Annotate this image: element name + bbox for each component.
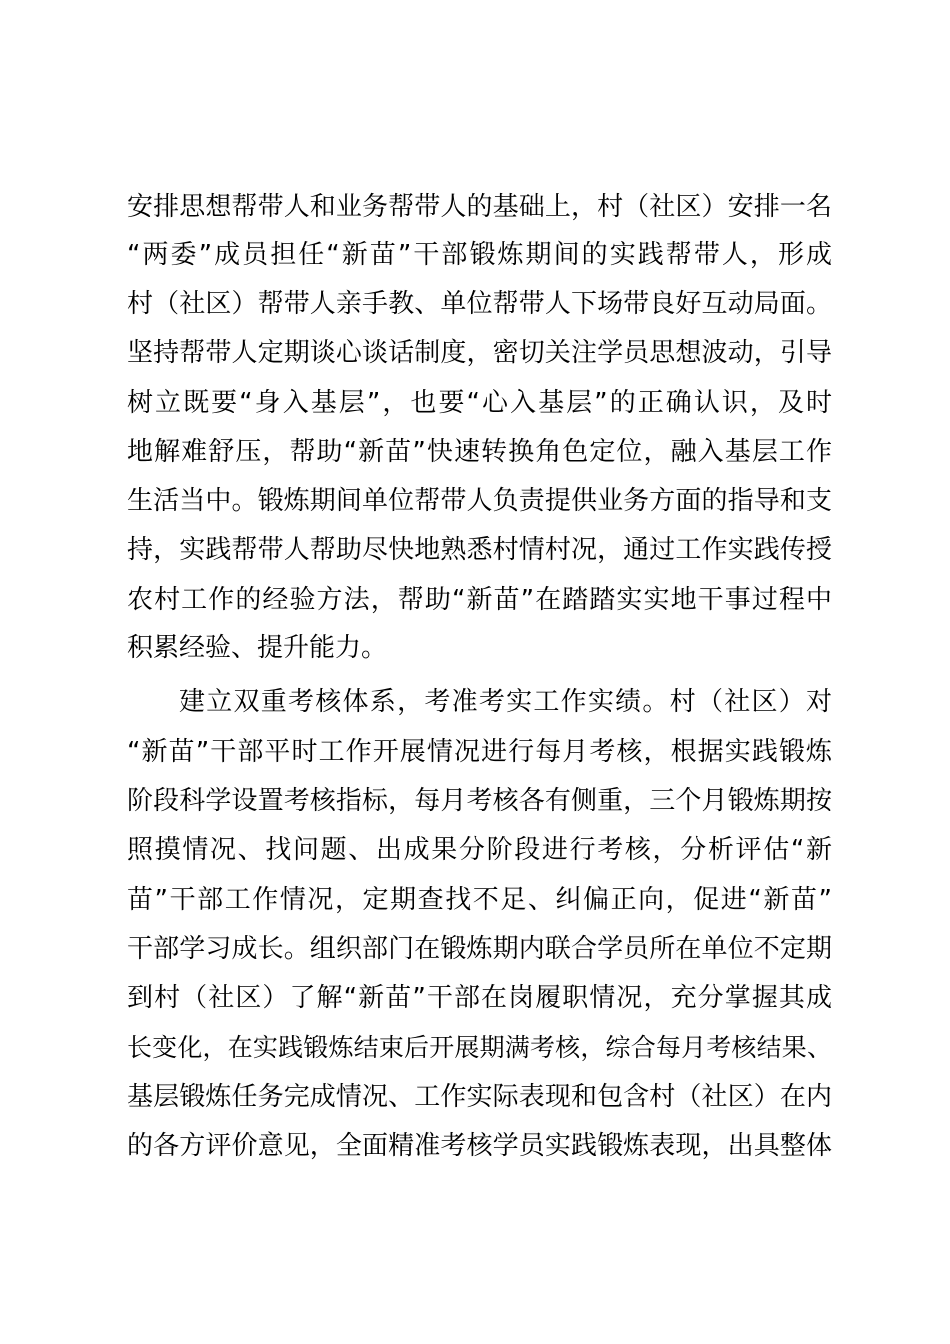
text-line-16: 干部学习成长。组织部门在锻炼期内联合学员所在单位不定期	[127, 934, 832, 964]
text-line-9: 农村工作的经验方法，帮助“新苗”在踏踏实实地干事过程中	[127, 585, 832, 615]
text-line-18: 长变化，在实践锻炼结束后开展期满考核，综合每月考核结果、	[127, 1033, 832, 1062]
text-line-4: 坚持帮带人定期谈心谈话制度，密切关注学员思想波动，引导	[127, 338, 832, 368]
text-line-19: 基层锻炼任务完成情况、工作实际表现和包含村（社区）在内	[127, 1082, 832, 1112]
text-line-7: 生活当中。锻炼期间单位帮带人负责提供业务方面的指导和支	[127, 486, 832, 516]
text-line-1: 安排思想帮带人和业务帮带人的基础上，村（社区）安排一名	[127, 192, 832, 222]
text-line-6: 地解难舒压，帮助“新苗”快速转换角色定位，融入基层工作	[127, 437, 832, 467]
text-line-5: 树立既要“身入基层”，也要“心入基层”的正确认识，及时	[127, 388, 832, 418]
text-line-20: 的各方评价意见，全面精准考核学员实践锻炼表现，出具整体	[127, 1131, 832, 1161]
text-line-12: “新苗”干部平时工作开展情况进行每月考核，根据实践锻炼	[127, 737, 832, 767]
text-line-13: 阶段科学设置考核指标，每月考核各有侧重，三个月锻炼期按	[127, 786, 832, 816]
text-line-17: 到村（社区）了解“新苗”干部在岗履职情况，充分掌握其成	[127, 983, 832, 1013]
text-line-14: 照摸情况、找问题、出成果分阶段进行考核，分析评估“新	[127, 835, 832, 865]
text-line-11: 建立双重考核体系，考准考实工作实绩。村（社区）对	[179, 687, 832, 717]
text-line-8: 持，实践帮带人帮助尽快地熟悉村情村况，通过工作实践传授	[127, 535, 832, 565]
text-line-3: 村（社区）帮带人亲手教、单位帮带人下场带良好互动局面。	[127, 289, 832, 319]
text-line-10: 积累经验、提升能力。	[127, 633, 388, 663]
text-line-2: “两委”成员担任“新苗”干部锻炼期间的实践帮带人，形成	[127, 240, 832, 270]
text-line-15: 苗”干部工作情况，定期查找不足、纠偏正向，促进“新苗”	[127, 885, 832, 915]
